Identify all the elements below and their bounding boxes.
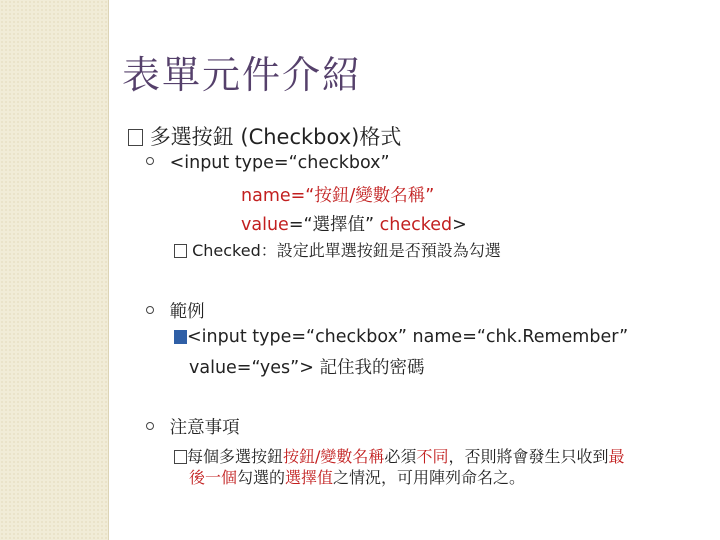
page-title: 表單元件介紹 (122, 53, 363, 97)
example-heading-text: 範例 (169, 302, 205, 322)
notes-text: 必須 (384, 447, 417, 466)
notes-emphasis: 最 (608, 447, 625, 466)
format-name-value: =“按鈕/變數名稱” (290, 186, 435, 206)
decorative-side-band (0, 0, 108, 540)
main-bullet-suffix: (Checkbox)格式 (240, 125, 402, 149)
notes-emphasis: 不同 (416, 447, 449, 466)
notes-heading (146, 414, 240, 439)
format-value-text: =“選擇值” (288, 215, 380, 235)
circle-bullet-icon (146, 306, 154, 314)
format-value-keyword: value (241, 215, 289, 235)
format-line-1-text: <input type=“checkbox” (169, 153, 390, 173)
format-name-keyword: name (241, 186, 291, 206)
format-line-3-end: > (452, 215, 467, 235)
checkbox-bullet-icon (128, 129, 143, 146)
circle-bullet-icon (146, 157, 154, 165)
notes-emphasis: 按鈕/變數名稱 (283, 447, 385, 466)
format-checked-keyword: checked (379, 215, 453, 235)
format-line-2 (241, 182, 434, 207)
notes-text: 之情況，可用陣列命名之。 (333, 468, 526, 487)
example-code-line-1-text: <input type=“checkbox” name=“chk.Remember” (187, 327, 629, 347)
format-line-1 (146, 153, 390, 173)
format-line-3 (241, 211, 467, 236)
checkbox-bullet-icon (174, 330, 187, 344)
example-heading (146, 298, 205, 323)
example-code-line-2: value=“yes”> 記住我的密碼 (189, 358, 425, 378)
main-bullet (128, 121, 401, 151)
notes-text: ，否則將會發生只收到 (448, 447, 609, 466)
example-code-line-1 (174, 327, 628, 347)
notes-emphasis: 後一個 (189, 468, 238, 487)
checkbox-bullet-icon (174, 450, 187, 464)
notes-paragraph-line-1 (174, 444, 624, 467)
notes-text: 勾選的 (237, 468, 286, 487)
circle-bullet-icon (146, 422, 154, 430)
checked-note (174, 238, 501, 261)
notes-paragraph-line-2 (189, 465, 525, 488)
notes-emphasis: 選擇值 (285, 468, 334, 487)
checkbox-bullet-icon (174, 244, 187, 258)
notes-text: 每個多選按鈕 (187, 447, 284, 466)
checked-note-text: Checked：設定此單選按鈕是否預設為勾選 (192, 241, 501, 260)
main-bullet-prefix: 多選按鈕 (149, 125, 241, 149)
side-band-divider (108, 0, 109, 540)
notes-heading-text: 注意事項 (169, 418, 240, 438)
